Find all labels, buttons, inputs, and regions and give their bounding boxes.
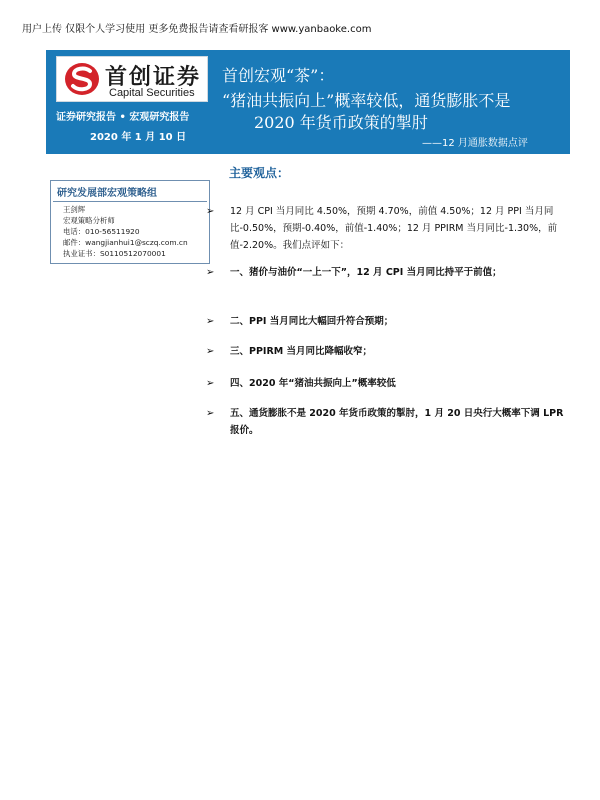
bullet-point-4: 四、2020 年“猪油共振向上”概率较低: [230, 378, 396, 389]
report-title-line-3: 2020 年货币政策的掣肘: [254, 113, 428, 132]
main-points-heading: 主要观点：: [229, 166, 290, 180]
logo-english-name: Capital Securities: [109, 87, 195, 99]
author-info-box: [50, 180, 210, 264]
report-header-banner: [46, 50, 570, 154]
logo-chinese-name: 首创证券: [105, 64, 202, 90]
bullet-arrow-icon: ➢: [206, 408, 215, 419]
report-title-line-1: 首创宏观“茶”：: [222, 66, 335, 85]
report-subtitle: ——12 月通胀数据点评: [422, 138, 528, 149]
report-type-label: 证券研究报告 • 宏观研究报告: [56, 112, 190, 123]
author-phone: 电话：010-56511920: [63, 227, 140, 236]
bullet-arrow-icon: ➢: [206, 316, 215, 327]
author-role: 宏观策略分析师: [63, 216, 115, 225]
author-license: 执业证书：S0110512070001: [63, 249, 166, 258]
bullet-point-data-summary: 12 月 CPI 当月同比 4.50%，预期 4.70%，前值 4.50%；12 月 PPI 当月同比-0.50%，预期-0.40%，前值-1.40%；12 月 PPIRM 当月同比-1.30%，前值-2.20%。我们点评如下：: [230, 206, 558, 251]
top-watermark-note: 用户上传 仅限个人学习使用 更多免费报告请查看研报客 www.yanbaoke.com: [22, 24, 372, 35]
bullet-arrow-icon: ➢: [206, 267, 215, 278]
logo-s-mark-icon: [63, 60, 101, 98]
bullet-arrow-icon: ➢: [206, 378, 215, 389]
bullet-point-2: 二、PPI 当月同比大幅回升符合预期；: [230, 316, 394, 327]
report-date: 2020 年 1 月 10 日: [90, 132, 187, 143]
bullet-arrow-icon: ➢: [206, 206, 215, 217]
author-team-title: 研究发展部宏观策略组: [57, 188, 157, 199]
report-title-line-2: “猪油共振向上”概率较低，通货膨胀不是: [222, 91, 511, 110]
bullet-point-1: 一、猪价与油价“一上一下”，12 月 CPI 当月同比持平于前值；: [230, 267, 502, 278]
company-logo: [56, 56, 208, 102]
author-email: 邮件：wangjianhui1@sczq.com.cn: [63, 238, 188, 247]
author-box-divider: [53, 201, 207, 202]
bullet-point-3: 三、PPIRM 当月同比降幅收窄；: [230, 346, 373, 357]
bullet-arrow-icon: ➢: [206, 346, 215, 357]
author-name: 王剑辉: [63, 205, 86, 214]
bullet-point-5: 五、通货膨胀不是 2020 年货币政策的掣肘，1 月 20 日央行大概率下调 LPR 报价。: [230, 408, 564, 436]
